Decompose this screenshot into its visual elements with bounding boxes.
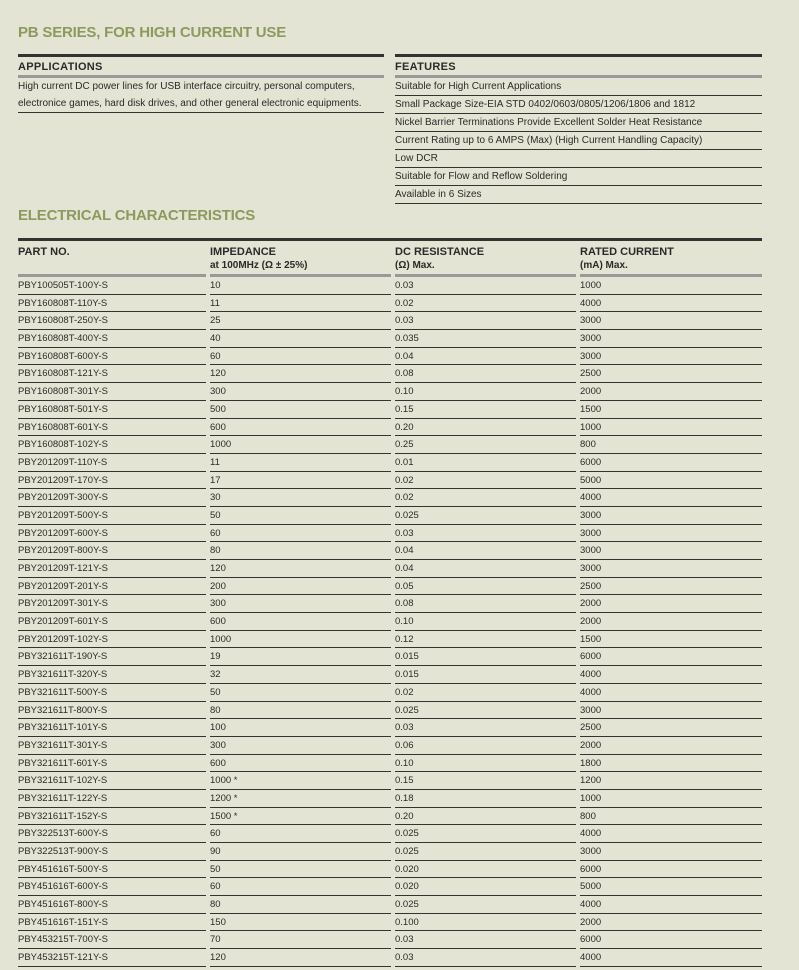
dc-resistance-cell: 0.015	[395, 666, 576, 684]
feature-item: Available in 6 Sizes	[395, 186, 762, 204]
dc-resistance-cell: 0.10	[395, 383, 576, 401]
dc-resistance-cell: 0.025	[395, 507, 576, 525]
impedance-cell: 80	[210, 702, 391, 720]
dc-resistance-cell: 0.02	[395, 472, 576, 490]
impedance-cell: 600	[210, 755, 391, 773]
impedance-cell: 120	[210, 949, 391, 967]
table-row	[18, 401, 762, 419]
rated-current-cell: 2500	[580, 578, 762, 596]
feature-item: Suitable for Flow and Reflow Soldering	[395, 168, 762, 186]
impedance-cell: 1500 *	[210, 808, 391, 826]
part-no-cell: PBY201209T-800Y-S	[18, 542, 206, 560]
header-impedance: IMPEDANCE at 100MHz (Ω ± 25%)	[210, 241, 391, 277]
dc-resistance-cell: 0.25	[395, 436, 576, 454]
table-row	[18, 737, 762, 755]
impedance-cell: 1000	[210, 631, 391, 649]
impedance-cell: 100	[210, 719, 391, 737]
rated-current-cell: 4000	[580, 896, 762, 914]
table-row	[18, 454, 762, 472]
part-no-cell: PBY160808T-601Y-S	[18, 419, 206, 437]
rated-current-cell: 3000	[580, 702, 762, 720]
rated-current-cell: 800	[580, 436, 762, 454]
dc-resistance-cell: 0.04	[395, 542, 576, 560]
impedance-cell: 80	[210, 896, 391, 914]
dc-resistance-cell: 0.15	[395, 401, 576, 419]
dc-resistance-cell: 0.025	[395, 843, 576, 861]
impedance-cell: 60	[210, 878, 391, 896]
dc-resistance-cell: 0.02	[395, 489, 576, 507]
rated-current-cell: 2000	[580, 737, 762, 755]
dc-resistance-cell: 0.04	[395, 348, 576, 366]
impedance-cell: 300	[210, 595, 391, 613]
impedance-cell: 300	[210, 383, 391, 401]
feature-item: Small Package Size-EIA STD 0402/0603/0805/1206/1806 and 1812	[395, 96, 762, 114]
dc-resistance-cell: 0.08	[395, 365, 576, 383]
table-row	[18, 383, 762, 401]
impedance-cell: 150	[210, 914, 391, 932]
table-row	[18, 878, 762, 896]
dc-resistance-cell: 0.15	[395, 772, 576, 790]
part-no-cell: PBY160808T-501Y-S	[18, 401, 206, 419]
rated-current-cell: 2500	[580, 365, 762, 383]
impedance-cell: 10	[210, 277, 391, 295]
table-row	[18, 702, 762, 720]
part-no-cell: PBY201209T-301Y-S	[18, 595, 206, 613]
impedance-cell: 120	[210, 365, 391, 383]
part-no-cell: PBY321611T-500Y-S	[18, 684, 206, 702]
table-row	[18, 755, 762, 773]
table-row	[18, 560, 762, 578]
impedance-cell: 30	[210, 489, 391, 507]
rated-current-cell: 4000	[580, 666, 762, 684]
part-no-cell: PBY201209T-121Y-S	[18, 560, 206, 578]
impedance-cell: 200	[210, 578, 391, 596]
header-rated-current: RATED CURRENT (mA) Max.	[580, 241, 762, 277]
part-no-cell: PBY201209T-600Y-S	[18, 525, 206, 543]
table-row	[18, 295, 762, 313]
rated-current-cell: 4000	[580, 489, 762, 507]
dc-resistance-cell: 0.08	[395, 595, 576, 613]
rated-current-cell: 3000	[580, 560, 762, 578]
rated-current-cell: 2500	[580, 719, 762, 737]
part-no-cell: PBY160808T-110Y-S	[18, 295, 206, 313]
dc-resistance-cell: 0.03	[395, 312, 576, 330]
table-row	[18, 949, 762, 967]
table-row	[18, 348, 762, 366]
impedance-cell: 25	[210, 312, 391, 330]
impedance-cell: 11	[210, 295, 391, 313]
part-no-cell: PBY321611T-601Y-S	[18, 755, 206, 773]
impedance-cell: 500	[210, 401, 391, 419]
table-row	[18, 861, 762, 879]
dc-resistance-cell: 0.10	[395, 613, 576, 631]
rated-current-cell: 1000	[580, 277, 762, 295]
part-no-cell: PBY453215T-700Y-S	[18, 931, 206, 949]
table-row	[18, 825, 762, 843]
features-section	[395, 54, 762, 204]
dc-resistance-cell: 0.20	[395, 808, 576, 826]
dc-resistance-cell: 0.03	[395, 277, 576, 295]
features-heading: FEATURES	[395, 57, 762, 78]
table-row	[18, 365, 762, 383]
rated-current-cell: 3000	[580, 542, 762, 560]
impedance-cell: 600	[210, 613, 391, 631]
table-row	[18, 330, 762, 348]
table-row	[18, 931, 762, 949]
table-row	[18, 525, 762, 543]
feature-item: Low DCR	[395, 150, 762, 168]
rated-current-cell: 2000	[580, 595, 762, 613]
rated-current-cell: 4000	[580, 295, 762, 313]
part-no-cell: PBY201209T-170Y-S	[18, 472, 206, 490]
impedance-cell: 1200 *	[210, 790, 391, 808]
feature-item: Suitable for High Current Applications	[395, 78, 762, 96]
part-no-cell: PBY201209T-300Y-S	[18, 489, 206, 507]
part-no-cell: PBY100505T-100Y-S	[18, 277, 206, 295]
rated-current-cell: 1000	[580, 790, 762, 808]
electrical-characteristics-title: ELECTRICAL CHARACTERISTICS	[18, 207, 256, 224]
part-no-cell: PBY321611T-122Y-S	[18, 790, 206, 808]
rated-current-cell: 2000	[580, 613, 762, 631]
dc-resistance-cell: 0.05	[395, 578, 576, 596]
dc-resistance-cell: 0.035	[395, 330, 576, 348]
part-no-cell: PBY322513T-600Y-S	[18, 825, 206, 843]
table-row	[18, 896, 762, 914]
impedance-cell: 80	[210, 542, 391, 560]
part-no-cell: PBY201209T-601Y-S	[18, 613, 206, 631]
part-no-cell: PBY321611T-800Y-S	[18, 702, 206, 720]
rated-current-cell: 2000	[580, 383, 762, 401]
applications-line: High current DC power lines for USB interface circuitry, personal computers,	[18, 81, 355, 92]
table-row	[18, 684, 762, 702]
dc-resistance-cell: 0.020	[395, 861, 576, 879]
dc-resistance-cell: 0.18	[395, 790, 576, 808]
electrical-characteristics-table	[18, 238, 762, 967]
impedance-cell: 50	[210, 861, 391, 879]
table-header	[18, 241, 762, 277]
impedance-cell: 600	[210, 419, 391, 437]
table-row	[18, 808, 762, 826]
rated-current-cell: 5000	[580, 472, 762, 490]
impedance-cell: 60	[210, 348, 391, 366]
dc-resistance-cell: 0.015	[395, 648, 576, 666]
rated-current-cell: 2000	[580, 914, 762, 932]
impedance-cell: 50	[210, 507, 391, 525]
part-no-cell: PBY321611T-301Y-S	[18, 737, 206, 755]
dc-resistance-cell: 0.12	[395, 631, 576, 649]
rated-current-cell: 6000	[580, 861, 762, 879]
part-no-cell: PBY160808T-250Y-S	[18, 312, 206, 330]
part-no-cell: PBY160808T-301Y-S	[18, 383, 206, 401]
applications-line: electronice games, hard disk drives, and other general electronic equipments.	[18, 95, 384, 113]
part-no-cell: PBY451616T-500Y-S	[18, 861, 206, 879]
impedance-cell: 11	[210, 454, 391, 472]
rated-current-cell: 3000	[580, 843, 762, 861]
table-row	[18, 595, 762, 613]
part-no-cell: PBY321611T-190Y-S	[18, 648, 206, 666]
rated-current-cell: 800	[580, 808, 762, 826]
feature-item: Nickel Barrier Terminations Provide Excellent Solder Heat Resistance	[395, 114, 762, 132]
table-row	[18, 436, 762, 454]
table-row	[18, 419, 762, 437]
rated-current-cell: 4000	[580, 684, 762, 702]
part-no-cell: PBY160808T-400Y-S	[18, 330, 206, 348]
dc-resistance-cell: 0.06	[395, 737, 576, 755]
rated-current-cell: 1500	[580, 401, 762, 419]
dc-resistance-cell: 0.03	[395, 525, 576, 543]
table-row	[18, 578, 762, 596]
dc-resistance-cell: 0.02	[395, 295, 576, 313]
part-no-cell: PBY160808T-121Y-S	[18, 365, 206, 383]
impedance-cell: 17	[210, 472, 391, 490]
impedance-cell: 120	[210, 560, 391, 578]
feature-item: Current Rating up to 6 AMPS (Max) (High Current Handling Capacity)	[395, 132, 762, 150]
impedance-cell: 90	[210, 843, 391, 861]
rated-current-cell: 6000	[580, 648, 762, 666]
dc-resistance-cell: 0.025	[395, 825, 576, 843]
dc-resistance-cell: 0.20	[395, 419, 576, 437]
rated-current-cell: 3000	[580, 525, 762, 543]
impedance-cell: 1000 *	[210, 772, 391, 790]
part-no-cell: PBY453215T-121Y-S	[18, 949, 206, 967]
part-no-cell: PBY201209T-500Y-S	[18, 507, 206, 525]
part-no-cell: PBY321611T-102Y-S	[18, 772, 206, 790]
impedance-cell: 70	[210, 931, 391, 949]
table-row	[18, 312, 762, 330]
dc-resistance-cell: 0.03	[395, 719, 576, 737]
part-no-cell: PBY160808T-102Y-S	[18, 436, 206, 454]
part-no-cell: PBY451616T-600Y-S	[18, 878, 206, 896]
rated-current-cell: 1200	[580, 772, 762, 790]
impedance-cell: 40	[210, 330, 391, 348]
table-row	[18, 631, 762, 649]
rated-current-cell: 3000	[580, 348, 762, 366]
part-no-cell: PBY451616T-151Y-S	[18, 914, 206, 932]
rated-current-cell: 1500	[580, 631, 762, 649]
part-no-cell: PBY321611T-152Y-S	[18, 808, 206, 826]
table-row	[18, 719, 762, 737]
rated-current-cell: 6000	[580, 454, 762, 472]
table-row	[18, 472, 762, 490]
part-no-cell: PBY322513T-900Y-S	[18, 843, 206, 861]
table-row	[18, 507, 762, 525]
header-dc-resistance: DC RESISTANCE (Ω) Max.	[395, 241, 576, 277]
dc-resistance-cell: 0.025	[395, 896, 576, 914]
rated-current-cell: 4000	[580, 949, 762, 967]
impedance-cell: 300	[210, 737, 391, 755]
table-row	[18, 277, 762, 295]
dc-resistance-cell: 0.04	[395, 560, 576, 578]
rated-current-cell: 6000	[580, 931, 762, 949]
rated-current-cell: 1000	[580, 419, 762, 437]
table-row	[18, 790, 762, 808]
dc-resistance-cell: 0.100	[395, 914, 576, 932]
dc-resistance-cell: 0.025	[395, 702, 576, 720]
impedance-cell: 1000	[210, 436, 391, 454]
part-no-cell: PBY160808T-600Y-S	[18, 348, 206, 366]
part-no-cell: PBY201209T-201Y-S	[18, 578, 206, 596]
table-row	[18, 613, 762, 631]
dc-resistance-cell: 0.10	[395, 755, 576, 773]
part-no-cell: PBY201209T-102Y-S	[18, 631, 206, 649]
part-no-cell: PBY321611T-320Y-S	[18, 666, 206, 684]
dc-resistance-cell: 0.020	[395, 878, 576, 896]
rated-current-cell: 4000	[580, 825, 762, 843]
impedance-cell: 19	[210, 648, 391, 666]
dc-resistance-cell: 0.01	[395, 454, 576, 472]
rated-current-cell: 3000	[580, 312, 762, 330]
part-no-cell: PBY451616T-800Y-S	[18, 896, 206, 914]
table-row	[18, 666, 762, 684]
table-row	[18, 542, 762, 560]
impedance-cell: 60	[210, 825, 391, 843]
dc-resistance-cell: 0.03	[395, 931, 576, 949]
applications-section	[18, 54, 384, 113]
rated-current-cell: 3000	[580, 507, 762, 525]
table-row	[18, 843, 762, 861]
header-part-no: PART NO.	[18, 241, 206, 277]
table-row	[18, 489, 762, 507]
rated-current-cell: 5000	[580, 878, 762, 896]
dc-resistance-cell: 0.03	[395, 949, 576, 967]
impedance-cell: 32	[210, 666, 391, 684]
part-no-cell: PBY201209T-110Y-S	[18, 454, 206, 472]
impedance-cell: 60	[210, 525, 391, 543]
table-row	[18, 648, 762, 666]
page-title: PB SERIES, FOR HIGH CURRENT USE	[18, 24, 286, 41]
dc-resistance-cell: 0.02	[395, 684, 576, 702]
part-no-cell: PBY321611T-101Y-S	[18, 719, 206, 737]
applications-heading: APPLICATIONS	[18, 57, 384, 78]
table-row	[18, 772, 762, 790]
table-row	[18, 914, 762, 932]
rated-current-cell: 1800	[580, 755, 762, 773]
impedance-cell: 50	[210, 684, 391, 702]
rated-current-cell: 3000	[580, 330, 762, 348]
